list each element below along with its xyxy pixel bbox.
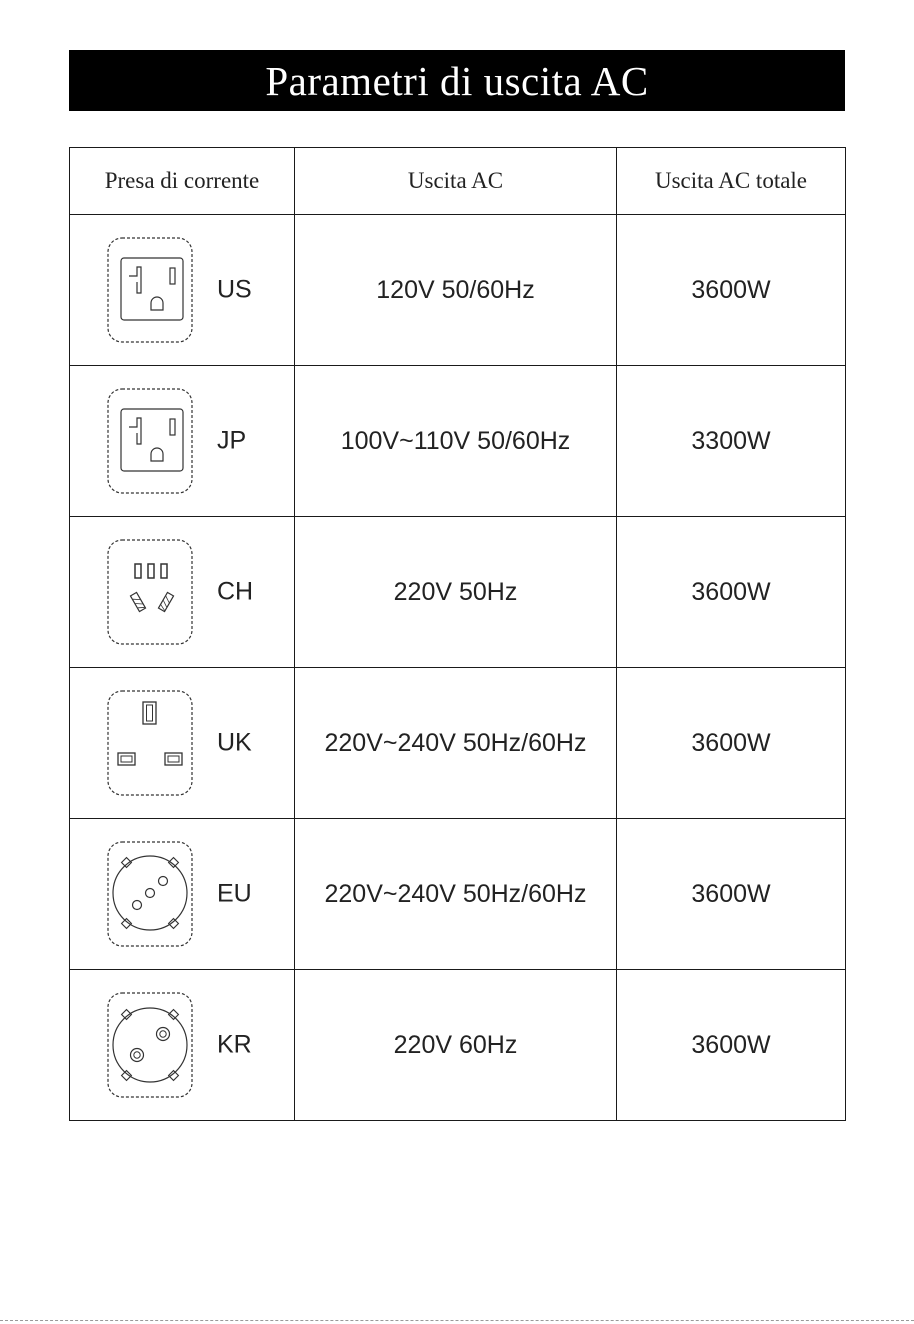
total-output-cell (617, 668, 846, 819)
eu-socket-icon (107, 841, 193, 947)
ac-output-table (69, 147, 846, 1121)
header-ac-output: Uscita AC (295, 148, 617, 215)
table-row (70, 668, 846, 819)
socket-cell (70, 970, 295, 1121)
ac-output-value: 220V~240V 50Hz/60Hz (324, 879, 587, 908)
us-socket-icon (107, 237, 193, 343)
page-edge-divider (0, 1320, 914, 1321)
total-output-value: 3600W (691, 728, 771, 757)
ac-output-cell (295, 819, 617, 970)
ac-output-cell (295, 215, 617, 366)
total-output-cell (617, 517, 846, 668)
total-output-value: 3600W (691, 275, 771, 304)
total-output-cell (617, 215, 846, 366)
ac-output-value: 120V 50/60Hz (376, 275, 535, 304)
socket-cell (70, 215, 295, 366)
ac-output-cell (295, 970, 617, 1121)
total-output-value: 3600W (691, 879, 771, 908)
uk-socket-icon (107, 690, 193, 796)
ch-socket-icon (107, 539, 193, 645)
socket-label: US (217, 275, 252, 304)
table-header-row (70, 148, 846, 215)
header-total-output: Uscita AC totale (617, 148, 846, 215)
kr-socket-icon (107, 992, 193, 1098)
table-row (70, 215, 846, 366)
ac-output-cell (295, 668, 617, 819)
header-socket: Presa di corrente (70, 148, 295, 215)
table-row (70, 970, 846, 1121)
ac-output-value: 220V 50Hz (393, 577, 518, 606)
socket-label: CH (217, 577, 254, 606)
table-row (70, 517, 846, 668)
table-row (70, 819, 846, 970)
ac-output-cell (295, 366, 617, 517)
total-output-value: 3300W (691, 426, 771, 455)
ac-output-value: 220V 60Hz (393, 1030, 518, 1059)
socket-cell (70, 819, 295, 970)
total-output-value: 3600W (691, 577, 771, 606)
ac-output-value: 220V~240V 50Hz/60Hz (324, 728, 587, 757)
total-output-cell (617, 819, 846, 970)
total-output-cell (617, 366, 846, 517)
socket-cell (70, 366, 295, 517)
socket-cell (70, 668, 295, 819)
socket-label: EU (217, 879, 252, 908)
total-output-value: 3600W (691, 1030, 771, 1059)
socket-label: UK (217, 728, 252, 757)
socket-label: KR (217, 1030, 252, 1059)
table-row (70, 366, 846, 517)
socket-cell (70, 517, 295, 668)
jp-socket-icon (107, 388, 193, 494)
page-title: Parametri di uscita AC (69, 50, 845, 111)
ac-output-cell (295, 517, 617, 668)
ac-output-value: 100V~110V 50/60Hz (340, 426, 571, 455)
socket-label: JP (217, 426, 247, 455)
total-output-cell (617, 970, 846, 1121)
